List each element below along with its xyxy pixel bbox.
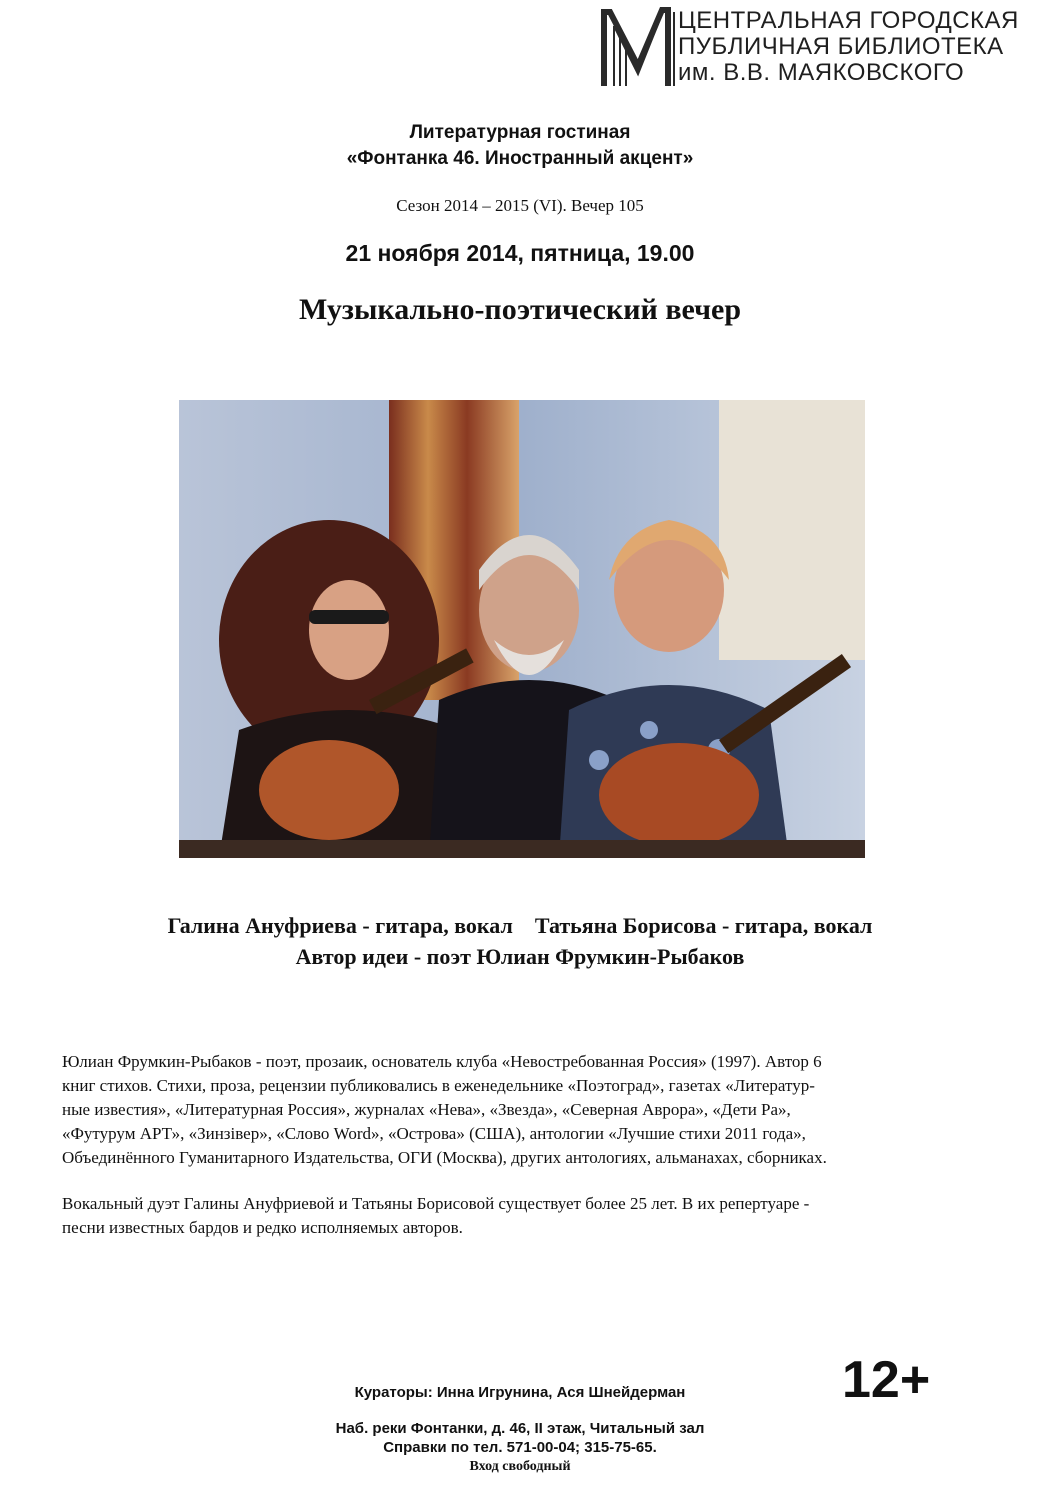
- event-header: [0, 120, 1040, 327]
- curators: Кураторы: Инна Игрунина, Ася Шнейдерман: [354, 1384, 686, 1401]
- footer-info: [270, 1384, 770, 1475]
- bio-line: ные известия», «Литературная Россия», журналах «Нева», «Звезда», «Северная Аврора», «Дети Ра»,: [62, 1100, 791, 1119]
- performers-line: [0, 910, 1040, 941]
- bio-paragraph-duet: [62, 1192, 1030, 1240]
- library-logo-mark-icon: [600, 6, 676, 88]
- bio-line: Юлиан Фрумкин-Рыбаков - поэт, прозаик, основатель клуба «Невостребованная Россия» (1997). Автор 6: [62, 1052, 822, 1071]
- bio-line: книг стихов. Стихи, проза, рецензии публиковались в еженедельнике «Поэтоград», газетах «Литератур-: [62, 1076, 815, 1095]
- performer-anufrieva: Галина Ануфриева - гитара, вокал: [167, 913, 513, 938]
- library-name: [678, 8, 1019, 86]
- bio-line: Вокальный дуэт Галины Ануфриевой и Татьяны Борисовой существует более 25 лет. В их репертуаре -: [62, 1194, 810, 1213]
- idea-author: Автор идеи - поэт Юлиан Фрумкин-Рыбаков: [295, 944, 745, 969]
- performers-photo-image: [179, 400, 865, 858]
- bio-line: песни известных бардов и редко исполняемых авторов.: [62, 1218, 463, 1237]
- event-title: Музыкально-поэтический вечер: [298, 293, 742, 326]
- performers-photo: [179, 400, 865, 858]
- library-logo: [600, 6, 1030, 88]
- series-title: [0, 120, 1040, 172]
- bio-paragraph-frumkin: [62, 1050, 1030, 1170]
- address: Наб. реки Фонтанки, д. 46, II этаж, Читальный зал: [335, 1420, 705, 1437]
- library-name-line-3: им. В.В. МАЯКОВСКОГО: [678, 59, 965, 86]
- event-date: 21 ноября 2014, пятница, 19.00: [345, 240, 695, 266]
- bio-section: [62, 1050, 1030, 1262]
- performer-borisova: Татьяна Борисова - гитара, вокал: [534, 913, 873, 938]
- series-title-line-2: «Фонтанка 46. Иностранный акцент»: [346, 148, 694, 169]
- bio-line: «Футурум АРТ», «Зинзiвер», «Слово Word», «Острова» (США), антологии «Лучшие стихи 2011 года»,: [62, 1124, 806, 1143]
- library-name-line-2: ПУБЛИЧНАЯ БИБЛИОТЕКА: [678, 33, 1004, 60]
- season-info: Сезон 2014 – 2015 (VI). Вечер 105: [396, 196, 644, 215]
- bio-line: Объединённого Гуманитарного Издательства, ОГИ (Москва), других антологиях, альманахах, сборниках.: [62, 1148, 827, 1167]
- series-title-line-1: Литературная гостиная: [409, 122, 631, 143]
- free-entry: Вход свободный: [469, 1459, 571, 1474]
- phone-info: Справки по тел. 571-00-04; 315-75-65.: [383, 1439, 657, 1456]
- performers-credits: [0, 910, 1040, 972]
- library-name-line-1: ЦЕНТРАЛЬНАЯ ГОРОДСКАЯ: [678, 7, 1019, 34]
- age-rating: 12+: [842, 1351, 931, 1409]
